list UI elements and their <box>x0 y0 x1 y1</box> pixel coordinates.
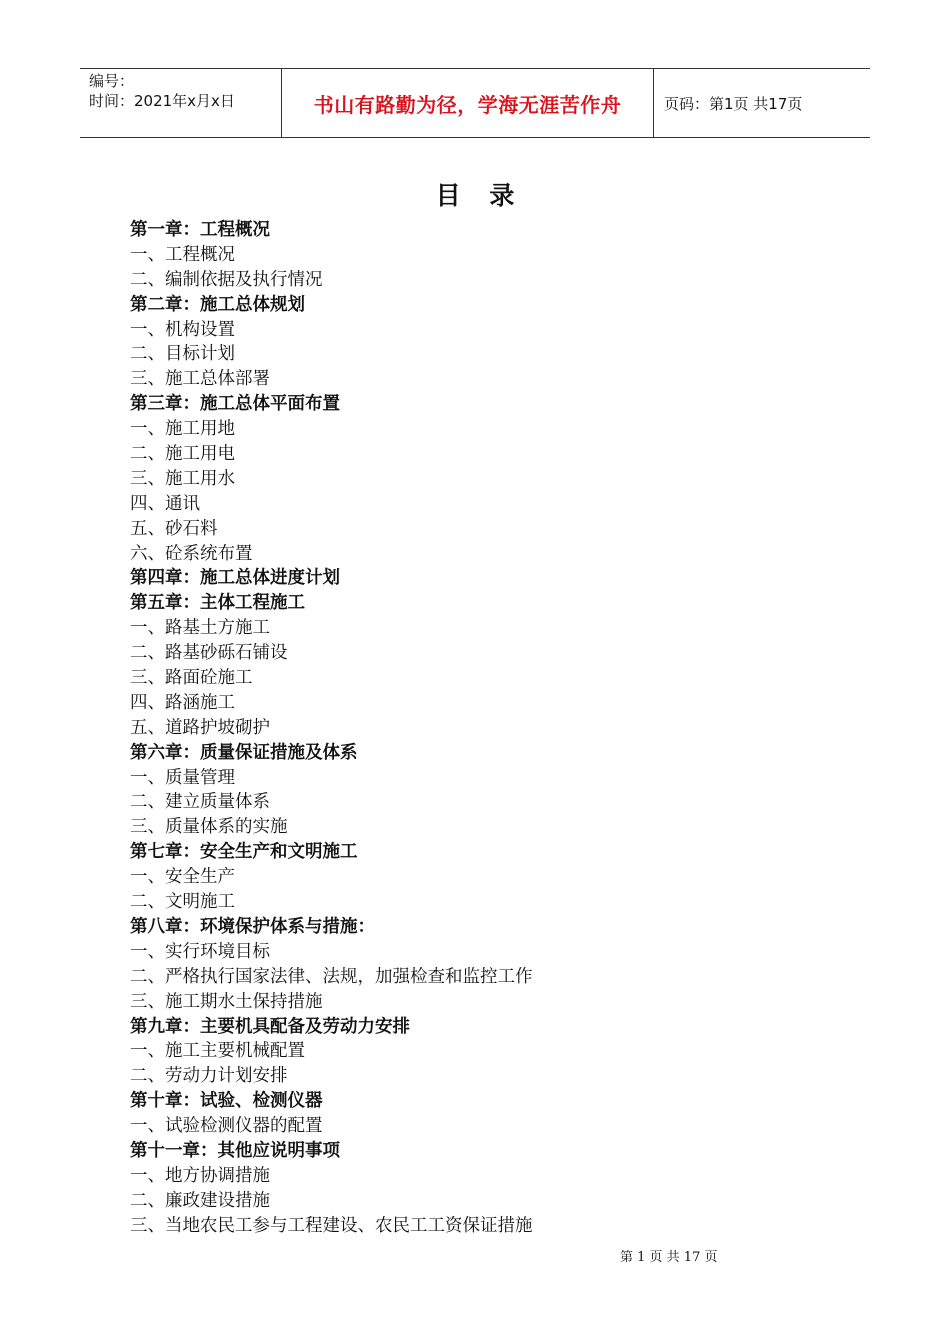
header-motto: 书山有路勤为径，学海无涯苦作舟 <box>313 92 622 117</box>
toc-section-item: 三、施工期水土保持措施 <box>130 991 323 1012</box>
toc-chapter-heading: 第三章：施工总体平面布置 <box>130 394 340 415</box>
table-of-contents <box>130 218 533 1239</box>
toc-section-item: 一、机构设置 <box>130 319 235 340</box>
toc-section-item: 四、通讯 <box>130 493 200 514</box>
toc-title: 目 录 <box>435 181 525 210</box>
toc-chapter-heading: 第九章：主要机具配备及劳动力安排 <box>130 1016 410 1037</box>
toc-section-item: 二、严格执行国家法律、法规，加强检查和监控工作 <box>130 966 533 987</box>
toc-chapter-heading: 第四章：施工总体进度计划 <box>130 568 340 589</box>
toc-chapter-heading: 第八章：环境保护体系与措施： <box>130 916 375 937</box>
toc-section-item: 三、路面砼施工 <box>130 668 253 689</box>
toc-section-item: 一、实行环境目标 <box>130 941 270 962</box>
header-page-cell <box>654 69 870 137</box>
toc-section-item: 二、劳动力计划安排 <box>130 1066 288 1087</box>
toc-section-item: 二、建立质量体系 <box>130 792 270 813</box>
document-number-label: 编号： <box>89 72 135 90</box>
toc-section-item: 一、安全生产 <box>130 867 235 888</box>
document-header <box>80 68 870 138</box>
toc-chapter-heading: 第一章：工程概况 <box>130 220 270 240</box>
toc-section-item: 二、目标计划 <box>130 344 235 365</box>
toc-section-item: 三、当地农民工参与工程建设、农民工工资保证措施 <box>130 1215 533 1236</box>
toc-section-item: 三、施工总体部署 <box>130 369 270 390</box>
toc-section-item: 二、路基砂砾石铺设 <box>130 643 288 664</box>
toc-section-item: 一、工程概况 <box>130 244 235 265</box>
header-meta-cell <box>80 69 282 137</box>
toc-chapter-heading: 第七章：安全生产和文明施工 <box>130 842 358 863</box>
toc-section-item: 三、质量体系的实施 <box>130 817 288 838</box>
toc-section-item: 二、编制依据及执行情况 <box>130 269 323 290</box>
toc-chapter-heading: 第十一章：其他应说明事项 <box>130 1140 340 1161</box>
toc-chapter-heading: 第二章：施工总体规划 <box>130 294 305 315</box>
document-date-label: 时间：2021年x月x日 <box>89 92 235 110</box>
toc-section-item: 四、路涵施工 <box>130 692 235 713</box>
toc-section-item: 五、砂石料 <box>130 518 218 539</box>
toc-section-item: 三、施工用水 <box>130 468 235 489</box>
toc-section-item: 一、地方协调措施 <box>130 1165 270 1186</box>
toc-section-item: 一、质量管理 <box>130 767 235 788</box>
header-motto-cell <box>282 69 654 137</box>
toc-section-item: 一、路基土方施工 <box>130 618 270 639</box>
toc-section-item: 二、文明施工 <box>130 892 235 913</box>
toc-section-item: 二、廉政建设措施 <box>130 1190 270 1211</box>
toc-section-item: 一、施工用地 <box>130 419 235 440</box>
toc-section-item: 六、砼系统布置 <box>130 543 253 564</box>
toc-section-item: 一、施工主要机械配置 <box>130 1041 305 1062</box>
header-page-info: 页码：第1页 共17页 <box>664 94 803 113</box>
toc-chapter-heading: 第十章：试验、检测仪器 <box>130 1091 323 1112</box>
page-footer: 第 1 页 共 17 页 <box>620 1250 718 1265</box>
toc-section-item: 一、试验检测仪器的配置 <box>130 1116 323 1137</box>
toc-chapter-heading: 第五章：主体工程施工 <box>130 593 305 614</box>
toc-chapter-heading: 第六章：质量保证措施及体系 <box>130 742 358 763</box>
toc-section-item: 二、施工用电 <box>130 444 235 465</box>
toc-section-item: 五、道路护坡砌护 <box>130 717 270 738</box>
